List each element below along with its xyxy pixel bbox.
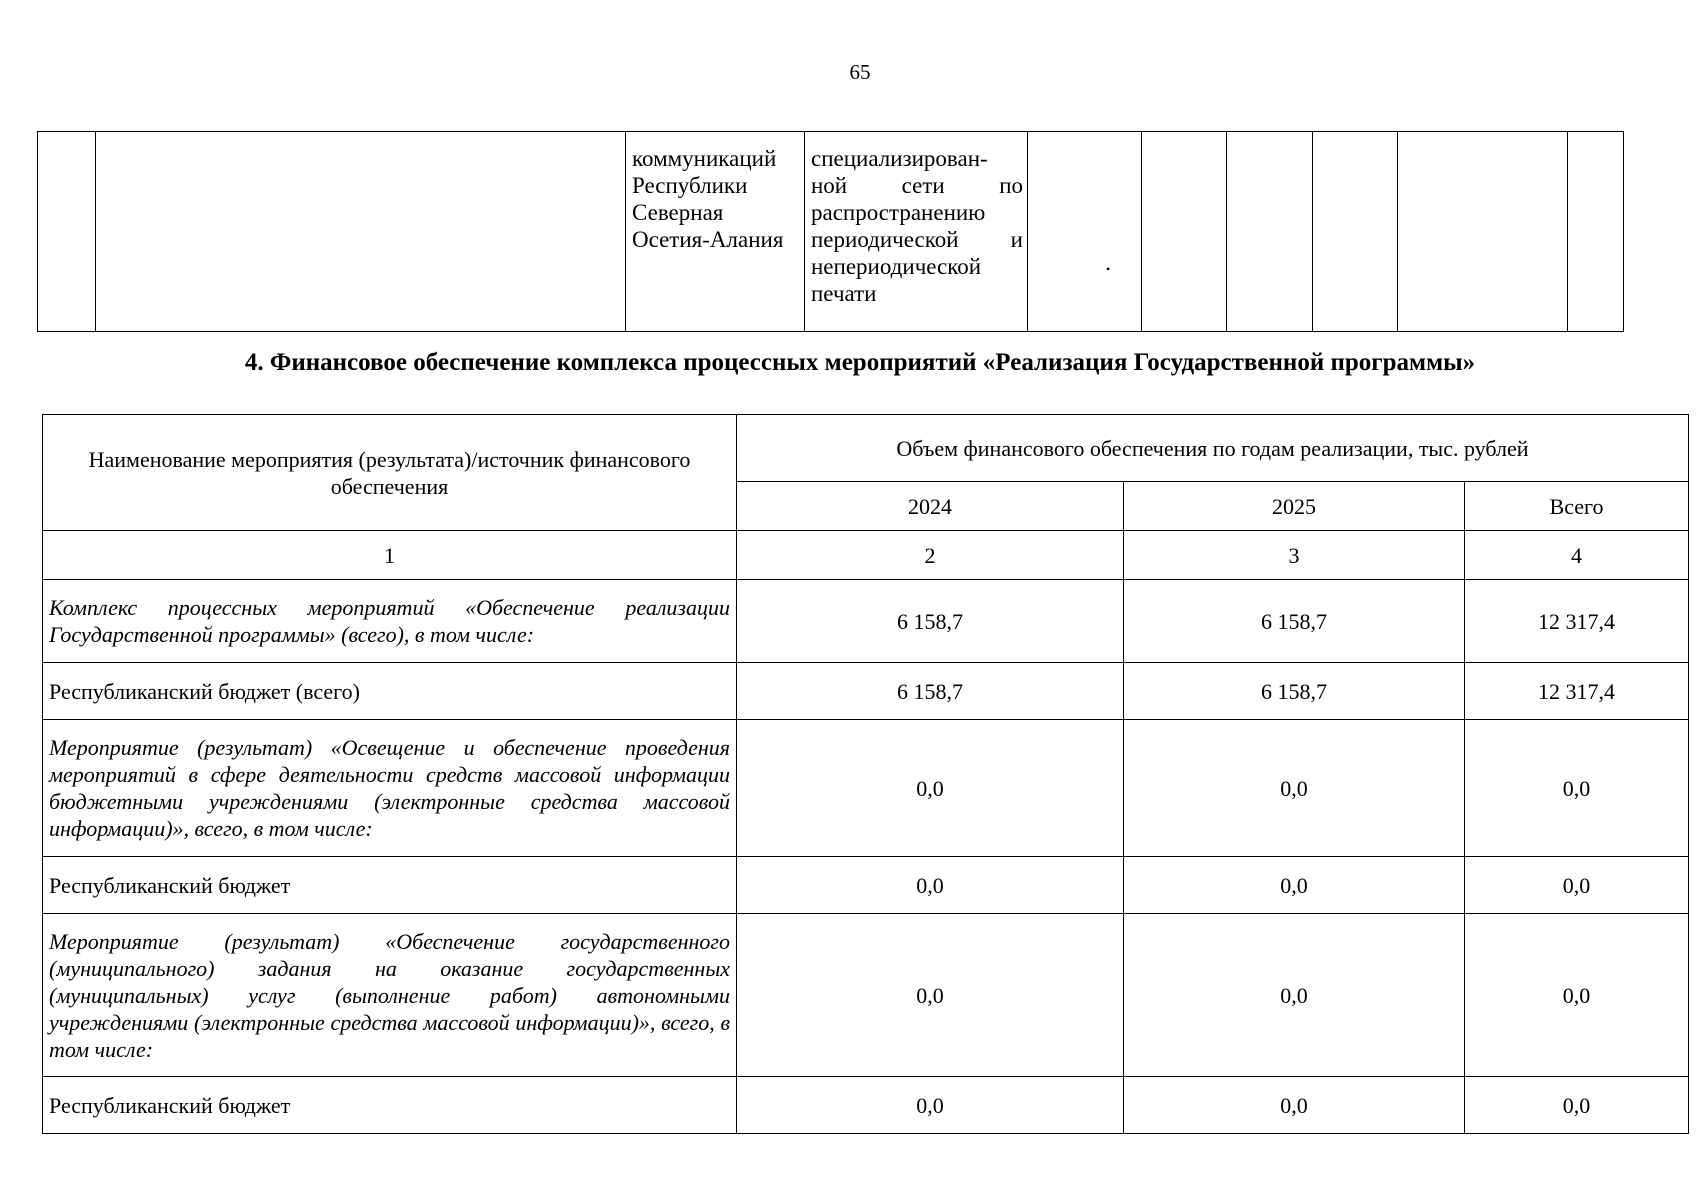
continuation-table <box>37 131 1624 332</box>
row-value-total: 0,0 <box>1465 720 1689 857</box>
result-line: печати <box>811 281 877 306</box>
column-number: 1 <box>43 531 737 580</box>
continuation-cell-executor <box>626 132 805 332</box>
continuation-row <box>38 132 1624 332</box>
row-value-2024: 0,0 <box>737 914 1124 1077</box>
year-header: 2025 <box>1124 482 1465 531</box>
row-value-2025: 0,0 <box>1124 720 1465 857</box>
continuation-cell-empty <box>1142 132 1227 332</box>
row-name: Мероприятие (результат) «Освещение и обеспечение проведения мероприятий в сфере деятельности средств массовой информации бюджетными учреждениями (электронные средства массовой информации)», всего, в том числе: <box>43 720 737 857</box>
column-number-row <box>43 531 1689 580</box>
scan-dot: • <box>1106 262 1111 276</box>
row-value-2025: 0,0 <box>1124 1077 1465 1134</box>
result-line: распространению <box>811 200 986 225</box>
row-value-total: 0,0 <box>1465 914 1689 1077</box>
section-title: 4. Финансовое обеспечение комплекса процессных мероприятий «Реализация Государственной программы» <box>244 349 1476 376</box>
table-row <box>43 720 1689 857</box>
year-header: Всего <box>1465 482 1689 531</box>
continuation-cell-name <box>96 132 626 332</box>
table-row <box>43 857 1689 914</box>
executor-line: Осетия-Алания <box>632 227 784 252</box>
row-value-2024: 0,0 <box>737 1077 1124 1134</box>
continuation-cell-empty <box>1028 132 1142 332</box>
row-name: Республиканский бюджет <box>43 857 737 914</box>
row-value-total: 12 317,4 <box>1465 580 1689 663</box>
continuation-cell-result <box>805 132 1028 332</box>
table-row <box>43 914 1689 1077</box>
result-line: периодической и <box>811 227 1023 252</box>
row-value-2025: 0,0 <box>1124 857 1465 914</box>
row-value-2024: 6 158,7 <box>737 663 1124 720</box>
name-column-header: Наименование мероприятия (результата)/источник финансового обеспечения <box>43 415 737 531</box>
column-number: 3 <box>1124 531 1465 580</box>
table-header-row <box>43 415 1689 482</box>
result-line: специализирован- <box>811 146 988 171</box>
continuation-cell-empty <box>1227 132 1313 332</box>
row-value-total: 12 317,4 <box>1465 663 1689 720</box>
row-value-2024: 6 158,7 <box>737 580 1124 663</box>
row-value-2025: 6 158,7 <box>1124 580 1465 663</box>
table-row <box>43 1077 1689 1134</box>
row-value-total: 0,0 <box>1465 1077 1689 1134</box>
table-row <box>43 663 1689 720</box>
column-number: 2 <box>737 531 1124 580</box>
row-value-2024: 0,0 <box>737 720 1124 857</box>
row-value-total: 0,0 <box>1465 857 1689 914</box>
row-value-2025: 6 158,7 <box>1124 663 1465 720</box>
result-line: непериодической <box>811 254 982 279</box>
row-value-2024: 0,0 <box>737 857 1124 914</box>
continuation-cell-empty <box>1313 132 1398 332</box>
executor-line: Северная <box>632 200 724 225</box>
continuation-cell-empty <box>1398 132 1568 332</box>
column-number: 4 <box>1465 531 1689 580</box>
row-value-2025: 0,0 <box>1124 914 1465 1077</box>
row-name: Мероприятие (результат) «Обеспечение государственного (муниципального) задания на оказание государственных (муниципальных) услуг (выполнение работ) автономными учреждениями (электронные средства массовой информации)», всего, в том числе: <box>43 914 737 1077</box>
volume-header: Объем финансового обеспечения по годам реализации, тыс. рублей <box>737 415 1689 482</box>
row-name: Республиканский бюджет (всего) <box>43 663 737 720</box>
executor-line: Республики <box>632 173 748 198</box>
row-name: Комплекс процессных мероприятий «Обеспечение реализации Государственной программы» (всего), в том числе: <box>43 580 737 663</box>
year-header: 2024 <box>737 482 1124 531</box>
executor-line: коммуникаций <box>632 146 777 171</box>
page-number: 65 <box>849 60 871 84</box>
table-row <box>43 580 1689 663</box>
continuation-cell-number <box>38 132 96 332</box>
result-line: ной сети по <box>811 173 1023 198</box>
financing-table <box>42 414 1689 1134</box>
row-name: Республиканский бюджет <box>43 1077 737 1134</box>
continuation-cell-empty <box>1568 132 1624 332</box>
